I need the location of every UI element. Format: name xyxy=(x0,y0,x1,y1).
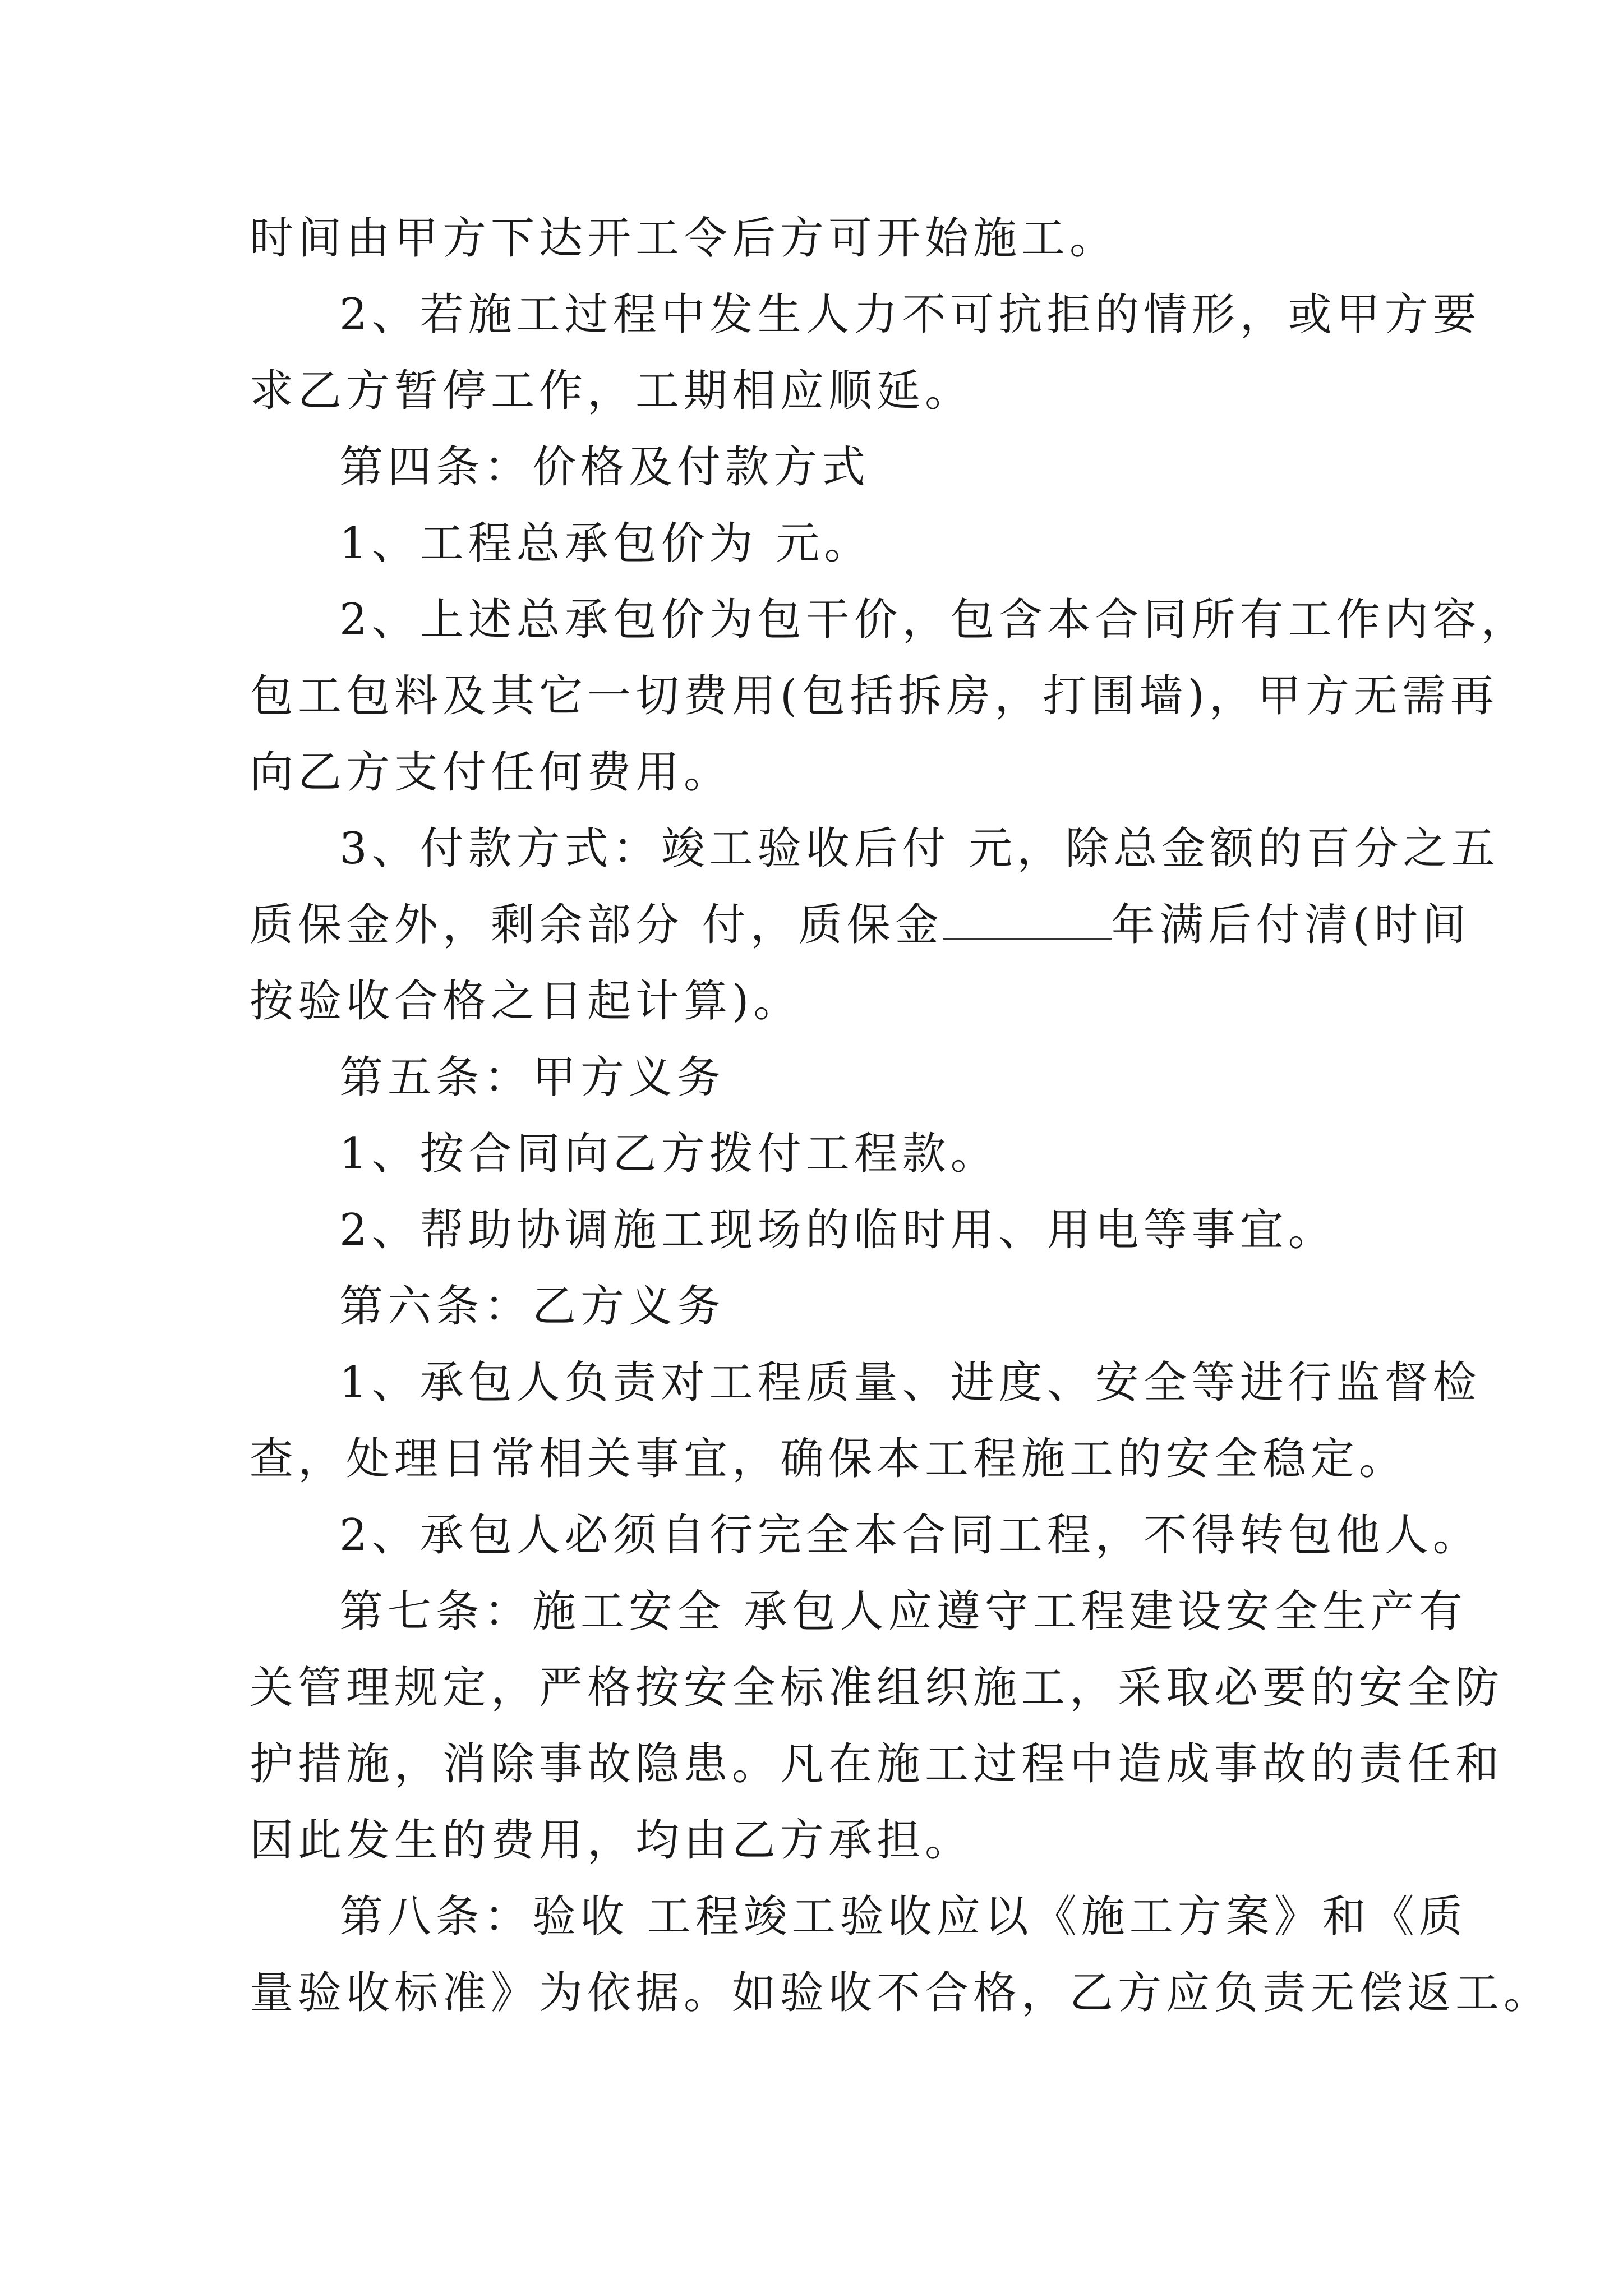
paragraph-line: 1、工程总承包价为 元。 xyxy=(339,518,873,569)
paragraph-line: 向乙方支付任何费用。 xyxy=(250,747,732,798)
blank-field xyxy=(943,903,1112,940)
section-heading: 第四条：价格及付款方式 xyxy=(339,442,870,493)
paragraph-line: 关管理规定，严格按安全标准组织施工，采取必要的安全防 xyxy=(250,1663,1504,1713)
paragraph-line: 时间由甲方下达开工令后方可开始施工。 xyxy=(250,213,1118,264)
paragraph-line: 护措施，消除事故隐患。凡在施工过程中造成事故的责任和 xyxy=(250,1739,1504,1789)
paragraph-line: 2、若施工过程中发生人力不可抗拒的情形，或甲方要 xyxy=(339,289,1481,340)
line-segment: 年满后付清(时间 xyxy=(1111,900,1471,950)
paragraph-line: 2、帮助协调施工现场的临时用、用电等事宜。 xyxy=(339,1205,1336,1255)
paragraph-line: 包工包料及其它一切费用(包括拆房，打围墙)，甲方无需再 xyxy=(250,671,1498,721)
section-heading: 第五条：甲方义务 xyxy=(339,1052,726,1103)
paragraph-line: 查，处理日常相关事宜，确保本工程施工的安全稳定。 xyxy=(250,1434,1408,1484)
paragraph-line: 按验收合格之日起计算)。 xyxy=(250,976,802,1027)
paragraph-line: 2、上述总承包价为包干价，包含本合同所有工作内容， xyxy=(339,595,1529,645)
paragraph-line: 因此发生的费用，均由乙方承担。 xyxy=(250,1815,974,1866)
paragraph-line: 3、付款方式：竣工验收后付 元，除总金额的百分之五 xyxy=(339,823,1500,874)
paragraph-line: 1、按合同向乙方拨付工程款。 xyxy=(339,1129,999,1179)
section-heading: 第八条：验收 工程竣工验收应以《施工方案》和《质 xyxy=(339,1892,1467,1942)
paragraph-line: 求乙方暂停工作，工期相应顺延。 xyxy=(250,366,974,416)
paragraph-line xyxy=(250,900,1470,950)
paragraph-line: 1、承包人负责对工程质量、进度、安全等进行监督检 xyxy=(339,1358,1481,1408)
line-segment: 质保金外，剩余部分 付，质保金 xyxy=(250,900,943,950)
paragraph-line: 量验收标准》为依据。如验收不合格，乙方应负责无偿返工。 xyxy=(250,1968,1552,2018)
section-heading: 第七条：施工安全 承包人应遵守工程建设安全生产有 xyxy=(339,1586,1467,1637)
paragraph-line: 2、承包人必须自行完全本合同工程，不得转包他人。 xyxy=(339,1510,1481,1561)
section-heading: 第六条：乙方义务 xyxy=(339,1281,726,1332)
